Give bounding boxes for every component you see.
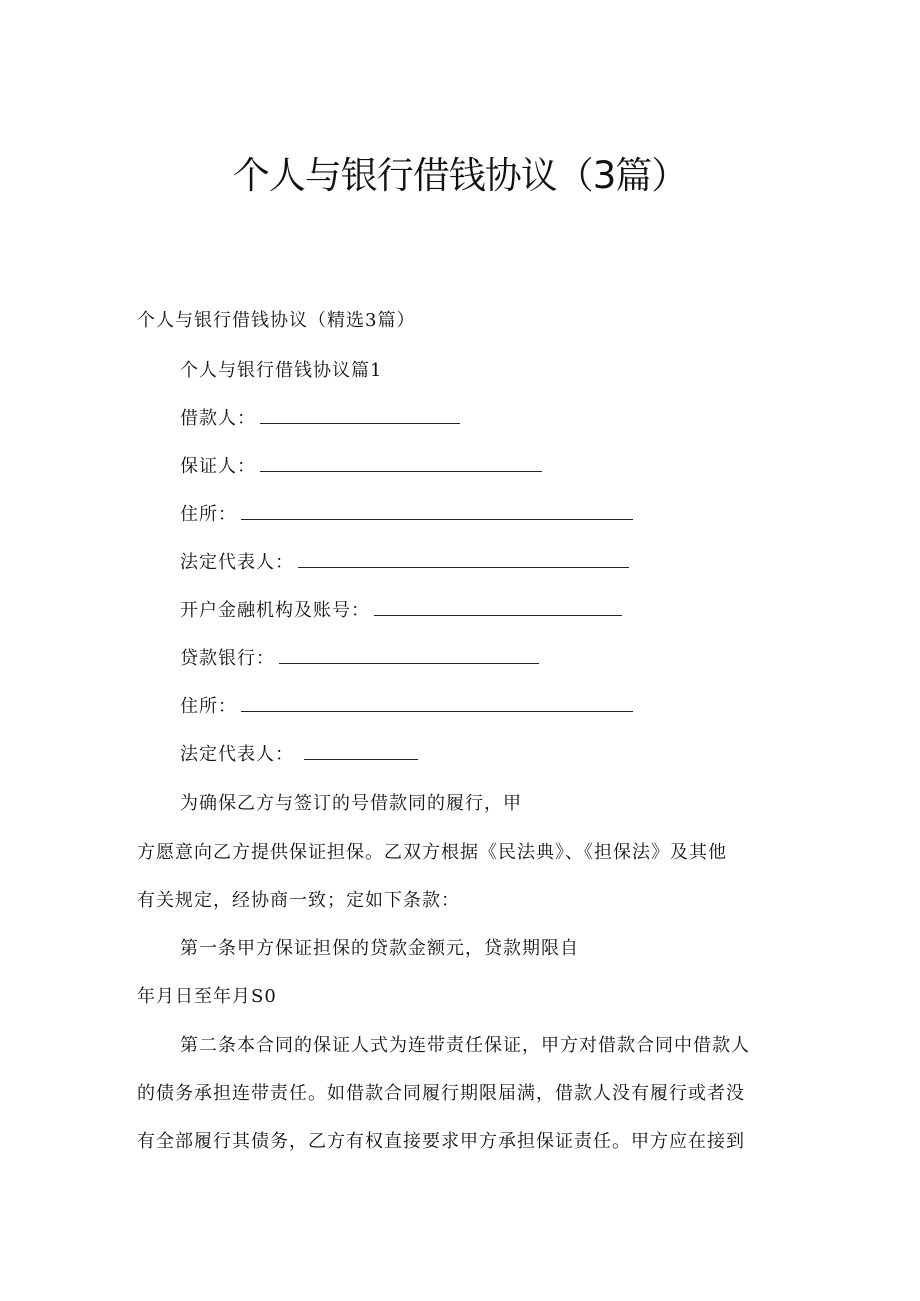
field-address [180,695,633,719]
blank-line [298,551,629,568]
field-guarantor [180,455,542,479]
field-bank-account [180,599,622,623]
paragraph-line: 有关规定，经协商一致；定如下条款： [137,890,460,911]
field-borrower [180,407,460,431]
paragraph-line: 方愿意向乙方提供保证担保。乙双方根据《民法典》、《担保法》及其他 [137,842,727,863]
paragraph-line: 有全部履行其债务，乙方有权直接要求甲方承担保证责任。甲方应在接到 [137,1131,745,1152]
paragraph-line: 的债务承担连带责任。如借款合同履行期限届满，借款人没有履行或者没 [137,1083,745,1104]
paragraph-line: 年月日至年月S0 [137,986,277,1007]
blank-line [279,647,539,664]
field-label: 开户金融机构及账号： [180,600,370,621]
field-address [180,503,633,527]
document-title: 个人与银行借钱协议（3篇） [232,154,688,197]
field-label: 法定代表人： [180,552,294,573]
paragraph-line: 第二条本合同的保证人式为连带责任保证，甲方对借款合同中借款人 [180,1035,750,1056]
field-label: 住所： [180,504,237,525]
paragraph-line: 第一条甲方保证担保的贷款金额元，贷款期限自 [180,938,579,959]
field-label: 法定代表人： [180,744,294,765]
section-heading: 个人与银行借钱协议篇1 [180,360,383,381]
field-legal-representative [180,551,629,575]
field-lending-bank [180,647,539,671]
document-subtitle: 个人与银行借钱协议（精选3篇） [137,310,416,331]
blank-line [304,743,418,760]
blank-line [374,599,622,616]
paragraph-line: 为确保乙方与签订的号借款同的履行，甲 [180,793,522,814]
field-label: 借款人： [180,408,256,429]
field-label: 住所： [180,696,237,717]
field-legal-representative [180,743,418,767]
blank-line [260,455,542,472]
field-label: 贷款银行： [180,648,275,669]
blank-line [260,407,460,424]
blank-line [241,695,633,712]
field-label: 保证人： [180,456,256,477]
blank-line [241,503,633,520]
